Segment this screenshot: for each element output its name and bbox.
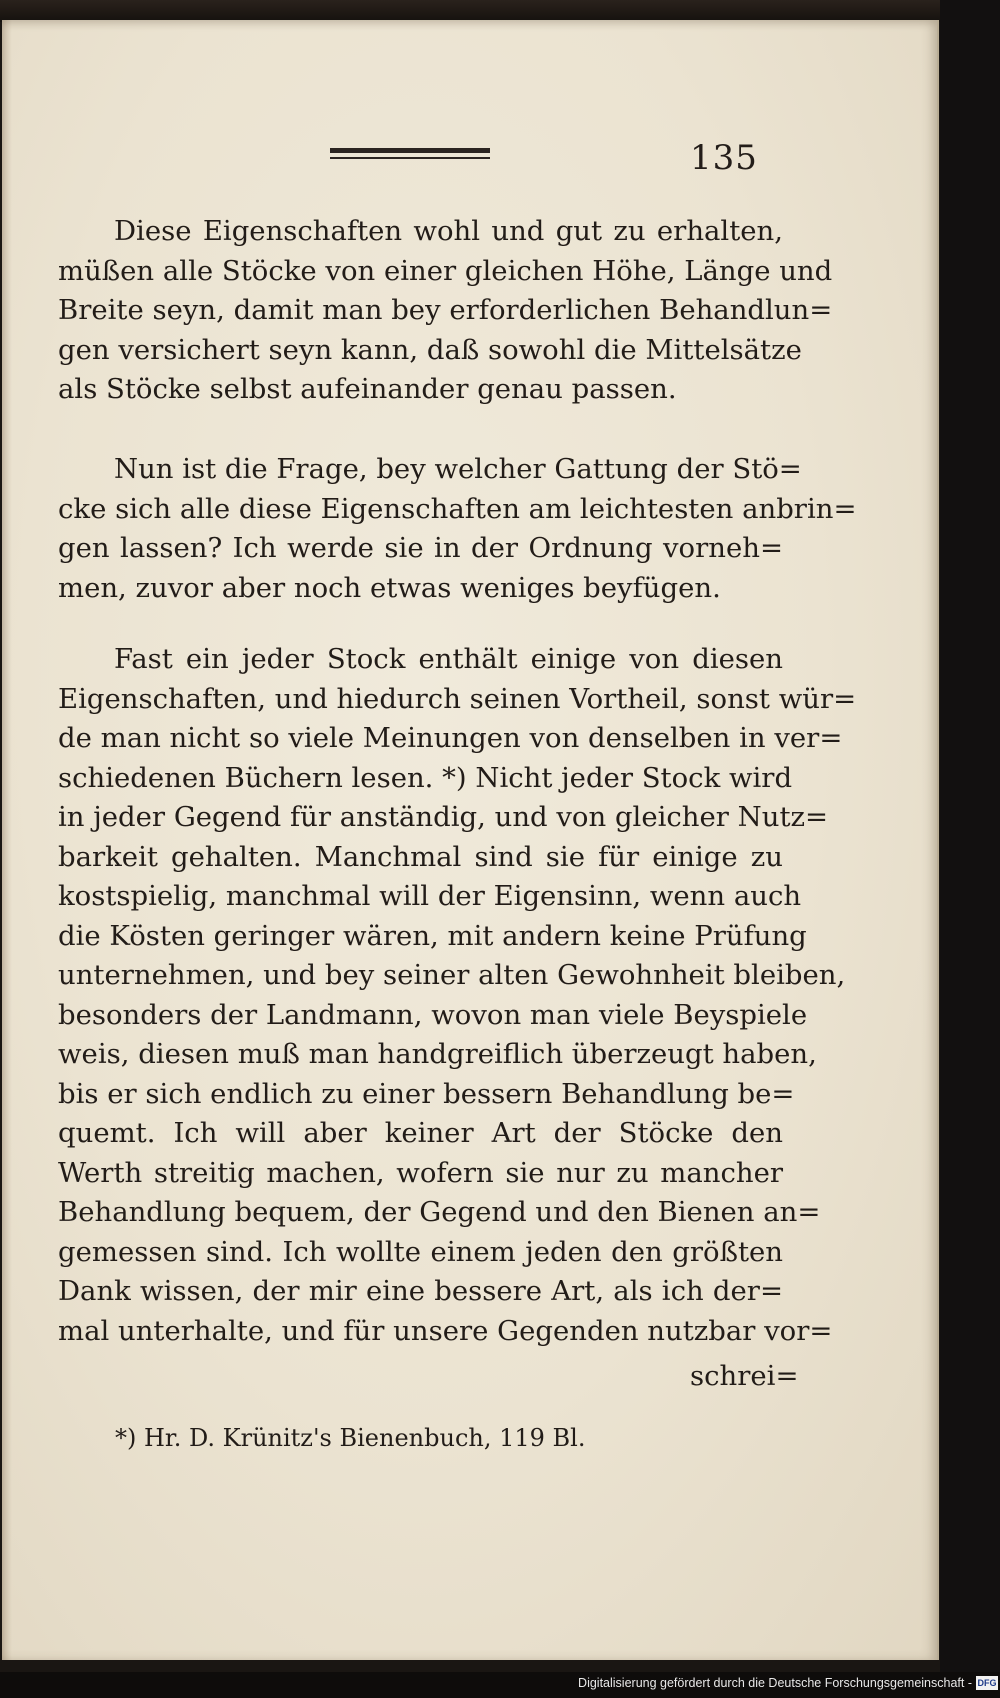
digitization-credit: Digitalisierung gefördert durch die Deutsche Forschungsgemeinschaft -	[578, 1676, 972, 1690]
text-line: unternehmen, und bey seiner alten Gewohnheit bleiben,	[58, 959, 846, 991]
text-line: Dank wissen, der mir eine bessere Art, als ich der=	[58, 1275, 783, 1307]
paragraph-3	[58, 640, 857, 1351]
text-line: die Kösten geringer wären, mit andern keine Prüfung	[58, 919, 807, 952]
header-rule-thin	[330, 157, 490, 159]
text-line: besonders der Landmann, wovon man viele Beyspiele	[58, 998, 808, 1031]
text-line: gen versichert seyn kann, daß sowohl die Mittelsätze	[58, 333, 802, 366]
text-line: als Stöcke selbst aufeinander genau passen.	[58, 373, 677, 405]
text-line: Behandlung bequem, der Gegend und den Bienen an=	[58, 1196, 821, 1228]
text-line: men, zuvor aber noch etwas weniges beyfügen.	[58, 571, 721, 604]
header-rule-thick	[330, 148, 490, 153]
catchword: schrei=	[690, 1360, 799, 1392]
scan-backdrop-right	[940, 0, 1000, 1698]
text-line: weis, diesen muß man handgreiflich überzeugt haben,	[58, 1038, 817, 1070]
footnote: *) Hr. D. Krünitz's Bienenbuch, 119 Bl.	[115, 1424, 586, 1452]
text-line: mal unterhalte, und für unsere Gegenden nutzbar vor=	[58, 1314, 833, 1347]
text-line: Breite seyn, damit man bey erforderlichen Behandlun=	[58, 294, 833, 326]
text-line: gemessen sind. Ich wollte einem jeden den größten	[58, 1235, 783, 1268]
text-line: Diese Eigenschaften wohl und gut zu erhalten,	[114, 215, 783, 247]
text-line: Fast ein jeder Stock enthält einige von diesen	[114, 643, 783, 675]
text-line: barkeit gehalten. Manchmal sind sie für einige zu	[58, 840, 783, 873]
dfg-logo: DFG	[977, 1678, 997, 1688]
text-line: in jeder Gegend für anständig, und von gleicher Nutz=	[58, 801, 829, 833]
text-line: gen lassen? Ich werde sie in der Ordnung vorneh=	[58, 532, 783, 564]
scan-backdrop-top	[0, 0, 1000, 22]
header-ornament-rule	[330, 148, 490, 164]
paragraph-2	[58, 450, 857, 608]
paragraph-1	[58, 212, 833, 410]
page-number: 135	[690, 138, 758, 178]
page-gutter-shadow	[2, 20, 12, 1660]
text-line: cke sich alle diese Eigenschaften am leichtesten anbrin=	[58, 492, 857, 525]
text-line: Eigenschaften, und hiedurch seinen Vortheil, sonst wür=	[58, 682, 857, 715]
text-line: kostspielig, manchmal will der Eigensinn, wenn auch	[58, 880, 802, 912]
text-line: Werth streitig machen, wofern sie nur zu mancher	[58, 1156, 783, 1189]
text-line: müßen alle Stöcke von einer gleichen Höhe, Länge und	[58, 254, 833, 287]
text-line: quemt. Ich will aber keiner Art der Stöcke den	[58, 1117, 783, 1149]
text-line: Nun ist die Frage, bey welcher Gattung der Stö=	[114, 453, 802, 485]
text-line: schiedenen Büchern lesen. *) Nicht jeder Stock wird	[58, 761, 793, 794]
text-line: bis er sich endlich zu einer bessern Behandlung be=	[58, 1077, 795, 1110]
text-line: de man nicht so viele Meinungen von denselben in ver=	[58, 722, 843, 754]
